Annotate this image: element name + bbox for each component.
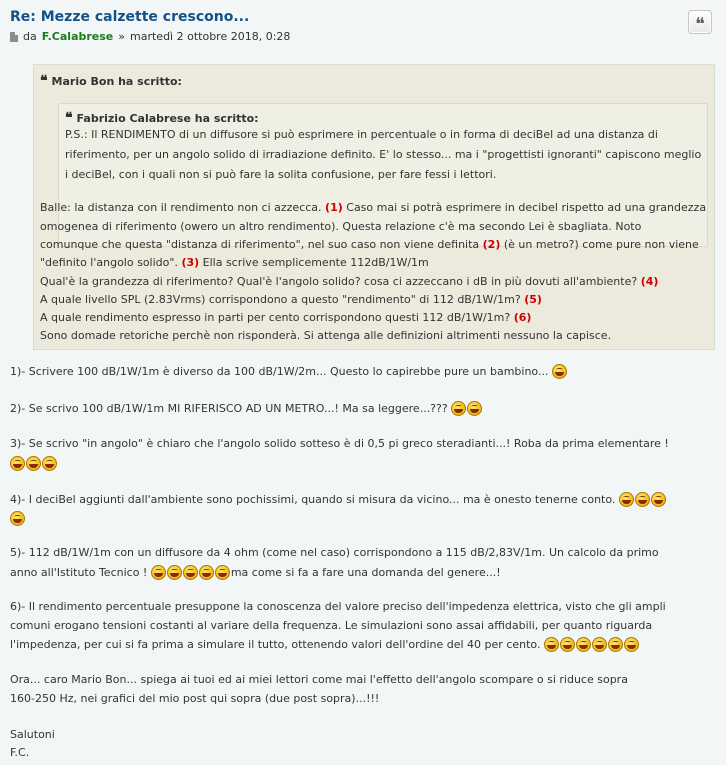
laughing-smiley-icon [552,364,567,379]
inner-quote-cite-text: Fabrizio Calabrese ha scritto: [76,111,259,125]
laughing-smiley-icon [467,401,482,416]
outer-quote-line: Sono domade retoriche perchè non risponderà. Si attenga alle definizioni altrimenti nessuno la capisce. [40,329,612,342]
laughing-smiley-icon [26,456,41,471]
body-paragraph-4: 4)- I deciBel aggiunti dall'ambiente sono pochissimi, quando si misura da vicino... ma è onesto tenerne conto. [10,492,667,507]
laughing-smiley-icon [576,637,591,652]
ref-marker: (2) [482,238,501,251]
outer-quote-cite [40,74,182,88]
laughing-smiley-icon [619,492,634,507]
body-paragraph-6: comuni erogano tensioni costanti al variare della frequenza. Le simulazioni sono assai affidabili, per quanto riguarda [10,619,653,632]
separator: » [118,30,126,43]
body-paragraph-1: 1)- Scrivere 100 dB/1W/1m è diverso da 100 dB/1W/2m... Questo lo capirebbe pure un bambino... [10,364,568,379]
quote-mark-icon: ❝ [65,110,73,126]
body-paragraph-7: Ora... caro Mario Bon... spiega ai tuoi ed ai miei lettori come mai l'effetto dell'angolo scompare o si riduce sopra [10,673,628,686]
body-paragraph-6: 6)- Il rendimento percentuale presuppone la conoscenza del valore preciso dell'impedenza elettrica, visto che gli ampli [10,600,666,613]
outer-quote-line: A quale rendimento espresso in parti per cento corrispondono questi 112 dB/1W/1m? (6) [40,311,532,324]
signature-initials: F.C. [10,746,30,759]
ref-marker: (6) [513,311,532,324]
laughing-smiley-icon [451,401,466,416]
body-paragraph-6: l'impedenza, per cui si fa prima a simulare il tutto, ottenendo valori dell'ordine del 40 per cento. [10,637,640,652]
ref-marker: (4) [640,275,659,288]
laughing-smiley-icon [544,637,559,652]
inner-quote-line: riferimento, per un angolo solido di irradiazione definito. E' lo stesso... ma i "progettisti ignoranti" capiscono meglio [65,148,702,161]
laughing-smiley-icon [624,637,639,652]
laughing-smiley-icon [199,565,214,580]
quote-button[interactable] [688,10,712,34]
laughing-smiley-icon [608,637,623,652]
post-author-line [10,30,290,43]
outer-quote-line: omogenea di riferimento (owero un altro rendimento). Questa relazione c'è ma secondo Lei è sbagliata. Noto [40,220,642,233]
post-title[interactable]: Re: Mezze calzette crescono... [10,9,250,25]
quote-icon: ❝ [695,14,705,35]
post-date: martedì 2 ottobre 2018, 0:28 [130,30,291,43]
author-prefix: da [23,30,37,43]
laughing-smiley-icon [592,637,607,652]
laughing-smiley-icon [635,492,650,507]
laughing-smiley-icon [215,565,230,580]
laughing-smiley-icon [183,565,198,580]
outer-quote-cite-text: Mario Bon ha scritto: [51,74,182,88]
outer-quote-line: Qual'è la grandezza di riferimento? Qual'è l'angolo solido? cosa ci azzeccano i dB in più dovuti all'ambiente? (4) [40,275,659,288]
ref-marker: (5) [524,293,542,306]
body-paragraph-3: 3)- Se scrivo "in angolo" è chiaro che l'angolo solido sotteso è di 0,5 pi greco steradianti...! Roba da prima elementare ! [10,437,669,450]
laughing-smiley-icon [651,492,666,507]
inner-quote-cite [65,111,259,125]
body-paragraph-2: 2)- Se scrivo 100 dB/1W/1m MI RIFERISCO AD UN METRO...! Ma sa leggere...??? [10,401,483,416]
author-link[interactable]: F.Calabrese [41,30,114,43]
outer-quote [33,64,715,350]
laughing-smiley-icon [151,565,166,580]
body-paragraph-5: 5)- 112 dB/1W/1m con un diffusore da 4 ohm (come nel caso) corrispondono a 115 dB/2,83V/1m. Un calcolo da primo [10,546,659,559]
inner-quote-line: i deciBel, con i quali non si può fare la solita confusione, per fare fessi i lettori. [65,168,497,181]
laughing-smiley-icon [10,456,25,471]
laughing-smiley-icon [10,511,25,526]
body-paragraph-7: 160-250 Hz, nei grafici del mio post qui sopra (due post sopra)...!!! [10,692,380,705]
ref-marker: (1) [325,201,343,214]
laughing-smiley-icon [167,565,182,580]
laughing-smiley-icon [42,456,57,471]
ref-marker: (3) [181,256,200,269]
outer-quote-line: "definito l'angolo solido". (3) Ella scrive semplicemente 112dB/1W/1m [40,256,429,269]
laughing-smiley-icon [560,637,575,652]
outer-quote-line: comunque che questa "distanza di riferimento", nel suo caso non viene definita (2) (è un metro?) come pure non viene [40,238,699,251]
post-icon[interactable] [10,32,18,42]
quote-mark-icon: ❝ [40,73,48,89]
body-paragraph-5-cont: anno all'Istituto Tecnico ! ma come si fa a fare una domanda del genere...! [10,566,501,579]
body-paragraph-4-smileys [10,511,26,526]
signature-greeting: Salutoni [10,728,55,741]
inner-quote-line: P.S.: Il RENDIMENTO di un diffusore si può esprimere in percentuale o in forma di deciBel ad una distanza di [65,128,658,141]
outer-quote-line: Balle: la distanza con il rendimento non ci azzecca. (1) Caso mai si potrà esprimere in decibel rispetto ad una grandezza [40,201,707,214]
outer-quote-line: A quale livello SPL (2.83Vrms) corrispondono a questo "rendimento" di 112 dB/1W/1m? (5) [40,293,542,306]
body-paragraph-3-smileys [10,456,58,471]
